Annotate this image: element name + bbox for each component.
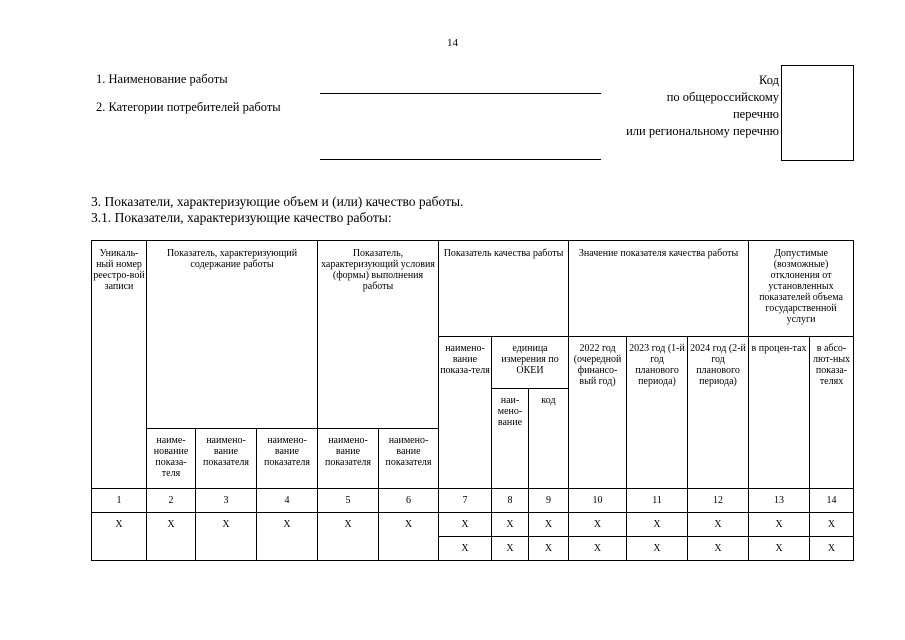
- table-cell: Х: [196, 513, 257, 561]
- column-number: 11: [627, 489, 688, 513]
- table-cell: Х: [318, 513, 379, 561]
- column-number: 10: [569, 489, 627, 513]
- header-year-2024: 2024 год (2-й год планового периода): [688, 337, 749, 489]
- table-cell: Х: [688, 513, 749, 537]
- table-cell: Х: [379, 513, 439, 561]
- column-number: 12: [688, 489, 749, 513]
- column-number: 6: [379, 489, 439, 513]
- table-cell: Х: [92, 513, 147, 561]
- table-cell: Х: [257, 513, 318, 561]
- column-number: 14: [810, 489, 854, 513]
- table-row: [92, 513, 854, 537]
- consumer-categories-line: [320, 159, 601, 160]
- page-number: 14: [447, 37, 458, 49]
- header-quality-name: наимено-вание показа-теля: [439, 337, 492, 489]
- table-cell: Х: [529, 537, 569, 561]
- header-unit-name: наи-мено-вание: [492, 389, 529, 489]
- section-3-title: 3. Показатели, характеризующие объем и (или) качество работы.: [91, 194, 464, 209]
- header-quality-indicator: Показатель качества работы: [439, 241, 569, 337]
- table-cell: Х: [810, 513, 854, 537]
- header-year-2023: 2023 год (1-й год планового периода): [627, 337, 688, 489]
- column-number: 4: [257, 489, 318, 513]
- header-content-indicator: Показатель, характеризующий содержание работы: [147, 241, 318, 429]
- column-number: 8: [492, 489, 529, 513]
- column-number: 7: [439, 489, 492, 513]
- table-cell: Х: [492, 513, 529, 537]
- column-number: 1: [92, 489, 147, 513]
- column-number: 2: [147, 489, 196, 513]
- table-cell: Х: [749, 513, 810, 537]
- code-label: [626, 72, 779, 140]
- table-cell: Х: [627, 537, 688, 561]
- work-name-line: [320, 93, 601, 94]
- header-content-name-2: наимено-вание показателя: [196, 429, 257, 489]
- column-number: 13: [749, 489, 810, 513]
- column-number: 5: [318, 489, 379, 513]
- table-cell: Х: [569, 513, 627, 537]
- code-line: перечню: [732, 107, 779, 121]
- table-cell: Х: [627, 513, 688, 537]
- column-number-row: [92, 489, 854, 513]
- header-unit-code: код: [529, 389, 569, 489]
- table-cell: Х: [529, 513, 569, 537]
- header-condition-name-2: наимено-вание показателя: [379, 429, 439, 489]
- column-number: 9: [529, 489, 569, 513]
- header-conditions-indicator: Показатель, характеризующий условия (формы) выполнения работы: [318, 241, 439, 429]
- work-name-label: 1. Наименование работы: [96, 72, 228, 86]
- table-cell: Х: [439, 537, 492, 561]
- header-unit-okei: единица измерения по ОКЕИ: [492, 337, 569, 389]
- section-3-1-title: 3.1. Показатели, характеризующие качество работы:: [91, 210, 392, 225]
- table-cell: Х: [810, 537, 854, 561]
- code-line: по общероссийскому: [666, 90, 779, 104]
- table-cell: Х: [749, 537, 810, 561]
- header-allowed-deviation: Допустимые (возможные) отклонения от установленных показателей объема государственной услуги: [749, 241, 854, 337]
- table-cell: Х: [569, 537, 627, 561]
- table-cell: Х: [147, 513, 196, 561]
- header-content-name-3: наимено-вание показателя: [257, 429, 318, 489]
- table-header-row: [92, 241, 854, 337]
- header-deviation-percent: в процен-тах: [749, 337, 810, 489]
- header-deviation-absolute: в абсо-лют-ных показа-телях: [810, 337, 854, 489]
- table-cell: Х: [492, 537, 529, 561]
- table-cell: Х: [688, 537, 749, 561]
- header-unique-number: Уникаль-ный номер реестро-вой записи: [92, 241, 147, 489]
- quality-indicators-table: [91, 240, 854, 561]
- header-year-2022: 2022 год (очередной финансо-вый год): [569, 337, 627, 489]
- header-content-name-1: наиме-нование показа-теля: [147, 429, 196, 489]
- header-quality-value: Значение показателя качества работы: [569, 241, 749, 337]
- code-line: Код: [759, 73, 779, 87]
- table-cell: Х: [439, 513, 492, 537]
- column-number: 3: [196, 489, 257, 513]
- code-box: [781, 65, 854, 161]
- code-line: или региональному перечню: [626, 124, 779, 138]
- consumer-categories-label: 2. Категории потребителей работы: [96, 100, 281, 114]
- header-condition-name-1: наимено-вание показателя: [318, 429, 379, 489]
